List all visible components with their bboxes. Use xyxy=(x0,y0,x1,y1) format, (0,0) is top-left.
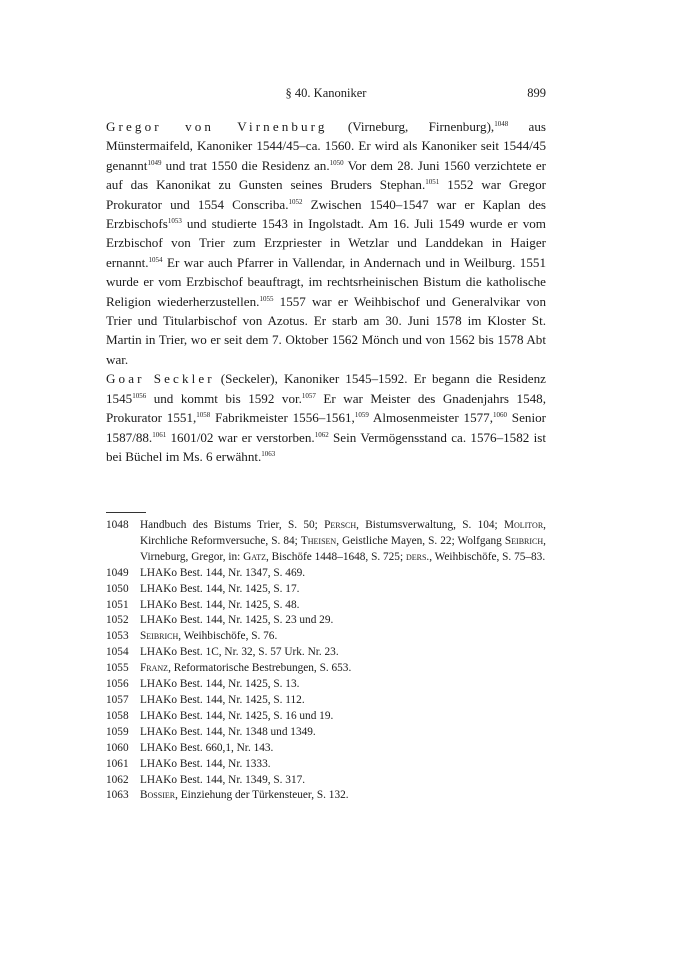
citation-text: LHAKo Best. 144, Nr. 1347, S. 469. xyxy=(140,566,306,579)
footnote-number: 1056 xyxy=(106,678,129,691)
entry-gregor-von-virnenburg xyxy=(106,117,546,369)
entry-text: und kommt bis 1592 vor. xyxy=(146,390,302,406)
footnote-number: 1059 xyxy=(106,725,129,738)
footnote-ref[interactable]: 1058 xyxy=(196,411,211,420)
footnote-number: 1055 xyxy=(106,662,129,675)
citation-text: , Einziehung der Türkensteuer, S. 132. xyxy=(175,789,349,802)
page-number: 899 xyxy=(527,86,546,100)
footnote-ref[interactable]: 1060 xyxy=(493,411,507,420)
footnote-ref[interactable]: 1050 xyxy=(329,158,344,167)
citation-text: LHAKo Best. 144, Nr. 1333. xyxy=(140,757,271,770)
footnote-ref[interactable]: 1059 xyxy=(354,411,369,420)
entry-text: Er war auch Pfarrer in Vallendar, in Andernach und in Weilburg. 1551 wurde er vom Erzbischof beauftragt, im rechtsrheinischen Bistum die katholische Religion wiederherzustellen. xyxy=(106,254,546,309)
citation-text: LHAKo Best. 144, Nr. 1349, S. 317. xyxy=(140,773,306,786)
footnote-text xyxy=(140,693,546,709)
footnote-text xyxy=(140,598,546,614)
footnote-text xyxy=(140,709,546,725)
footnote xyxy=(106,566,546,582)
entry-text: 1552 war Gregor Prokurator und 1554 Conscriba. xyxy=(106,177,547,212)
footnote-text xyxy=(140,741,546,757)
entry-text: Senior 1587/88. xyxy=(106,410,546,445)
footnote-text xyxy=(140,629,546,645)
citation-text: LHAKo Best. 144, Nr. 1425, S. 13. xyxy=(140,678,300,691)
entry-name: Goar Seckler xyxy=(106,371,215,387)
footnote-text xyxy=(140,788,546,804)
footnote-number: 1052 xyxy=(106,614,129,627)
citation-text: , Bischöfe 1448–1648, S. 725; xyxy=(265,550,406,563)
citation-text: LHAKo Best. 144, Nr. 1425, S. 17. xyxy=(140,582,300,595)
footnote-number: 1053 xyxy=(106,630,129,643)
footnote-number: 1051 xyxy=(106,598,129,611)
citation-text: LHAKo Best. 144, Nr. 1348 und 1349. xyxy=(140,725,316,738)
author-name: Theisen xyxy=(300,534,337,547)
footnote-text xyxy=(140,566,546,582)
footnote-ref[interactable]: 1052 xyxy=(288,197,303,206)
footnote xyxy=(106,725,546,741)
footnote-text xyxy=(140,725,546,741)
footnote-ref[interactable]: 1051 xyxy=(425,178,440,187)
footnote-ref[interactable]: 1056 xyxy=(132,391,147,400)
footnote-text xyxy=(140,582,546,598)
footnote-ref[interactable]: 1048 xyxy=(494,120,509,128)
footnote xyxy=(106,693,546,709)
footnote-ref[interactable]: 1062 xyxy=(314,430,329,439)
entry-text: Fabrikmeister 1556–1561, xyxy=(210,410,355,426)
entry-text: 1601/02 war er verstorben. xyxy=(166,429,315,445)
footnote-number: 1050 xyxy=(106,582,129,595)
footnote-divider xyxy=(106,512,146,513)
footnote xyxy=(106,677,546,693)
author-name: Bossier xyxy=(140,789,176,802)
citation-text: LHAKo Best. 144, Nr. 1425, S. 16 und 19. xyxy=(140,709,334,722)
entry-text: 1557 war er Weihbischof und Generalvikar von Trier und Titularbischof von Azotus. Er starb am 30. Juni 1578 im Kloster St. Martin in Trier, wo er seit dem 7. Oktober 1562 Mönch und von 1562 bis 1578 Abt war. xyxy=(106,293,547,367)
author-name: Gatz xyxy=(243,550,266,563)
entry-text: (Seckeler), Kanoniker 1545–1592. Er begann die Residenz 1545 xyxy=(106,371,546,406)
citation-text: , Geistliche Mayen, S. 22; Wolfgang xyxy=(336,534,505,547)
author-name: Seibrich xyxy=(140,630,179,643)
running-header xyxy=(106,86,546,104)
citation-text: LHAKo Best. 660,1, Nr. 143. xyxy=(140,741,274,754)
entry-name: Gregor von Virnenburg xyxy=(106,119,328,134)
footnote-text xyxy=(140,773,546,789)
citation-text: LHAKo Best. 144, Nr. 1425, S. 112. xyxy=(140,693,305,706)
entry-text: aus Münstermaifeld, Kanoniker 1544/45–ca. 1560. Er wird als Kanoniker seit 1544/45 genannt xyxy=(106,119,546,173)
main-text xyxy=(106,117,546,466)
entry-text: und studierte 1543 in Ingolstadt. Am 16. Juli 1549 wurde er vom Erzbischof von Trier zum Erzpriester in Wetzlar und Landdekan in Haiger ernannt. xyxy=(106,216,546,270)
entry-text: Sein Vermögensstand ca. 1576–1582 ist bei Büchel im Ms. 6 erwähnt. xyxy=(106,429,546,464)
footnote-ref[interactable]: 1063 xyxy=(261,449,276,458)
entry-goar-seckler xyxy=(106,369,546,466)
footnote-number: 1048 xyxy=(106,519,129,531)
footnote-text xyxy=(140,677,546,693)
footnote-text xyxy=(140,518,546,566)
footnote-number: 1061 xyxy=(106,757,129,770)
footnote xyxy=(106,788,546,804)
footnote xyxy=(106,645,546,661)
footnote-ref[interactable]: 1057 xyxy=(301,391,316,400)
footnote xyxy=(106,709,546,725)
footnotes xyxy=(106,518,546,804)
citation-text: LHAKo Best. 144, Nr. 1425, S. 48. xyxy=(140,598,300,611)
author-name: Persch xyxy=(324,519,357,531)
footnote-number: 1058 xyxy=(106,709,129,722)
footnote-text xyxy=(140,645,546,661)
citation-text: , Kirchliche Reformversuche, S. 84; xyxy=(140,519,546,547)
footnote xyxy=(106,629,546,645)
citation-text: LHAKo Best. 144, Nr. 1425, S. 23 und 29. xyxy=(140,614,334,627)
footnote-ref[interactable]: 1053 xyxy=(167,217,182,226)
author-name: Molitor xyxy=(503,519,544,531)
footnote-text xyxy=(140,613,546,629)
entry-text: und trat 1550 die Residenz an. xyxy=(161,157,330,173)
footnote xyxy=(106,598,546,614)
entry-text: Zwischen 1540–1547 war er Kaplan des Erzbischofs xyxy=(106,196,546,232)
footnote-number: 1057 xyxy=(106,693,129,706)
citation-text: , Weihbischöfe, S. 76. xyxy=(178,630,278,643)
entry-text: (Virneburg, Firnenburg), xyxy=(327,119,495,134)
citation-text: , Weihbischöfe, S. 75–83. xyxy=(429,550,546,563)
footnote xyxy=(106,613,546,629)
citation-text: , Reformatorische Bestrebungen, S. 653. xyxy=(168,662,352,675)
footnote-ref[interactable]: 1049 xyxy=(147,158,162,167)
footnote-ref[interactable]: 1055 xyxy=(259,294,274,303)
footnote xyxy=(106,741,546,757)
footnote-ref[interactable]: 1061 xyxy=(152,430,167,439)
footnote-number: 1049 xyxy=(106,566,129,579)
author-name: ders. xyxy=(405,550,430,563)
footnote xyxy=(106,661,546,677)
footnote xyxy=(106,757,546,773)
footnote-text xyxy=(140,661,546,677)
footnote-number: 1060 xyxy=(106,741,129,754)
author-name: Seibrich xyxy=(504,534,544,547)
citation-text: LHAKo Best. 1C, Nr. 32, S. 57 Urk. Nr. 23. xyxy=(140,646,339,659)
footnote-ref[interactable]: 1054 xyxy=(148,255,163,264)
citation-text: Handbuch des Bistums Trier, S. 50; xyxy=(140,519,325,531)
footnote xyxy=(106,518,546,566)
footnote-number: 1054 xyxy=(106,646,129,659)
footnote-number: 1063 xyxy=(106,789,129,802)
author-name: Franz xyxy=(140,662,169,675)
footnote xyxy=(106,773,546,789)
citation-text: , Bistumsverwaltung, S. 104; xyxy=(356,519,504,531)
entry-text: Vor dem 28. Juni 1560 verzichtete er auf das Kanonikat zu Gunsten seines Bruders Stephan. xyxy=(106,157,546,193)
entry-text: Almosenmeister 1577, xyxy=(368,410,493,426)
entry-text: Er war Meister des Gnadenjahrs 1548, Prokurator 1551, xyxy=(106,390,546,426)
footnote-number: 1062 xyxy=(106,773,129,786)
footnote-text xyxy=(140,757,546,773)
citation-text: , Virneburg, Gregor, in: xyxy=(140,534,546,563)
footnote xyxy=(106,582,546,598)
section-title: § 40. Kanoniker xyxy=(285,86,367,100)
